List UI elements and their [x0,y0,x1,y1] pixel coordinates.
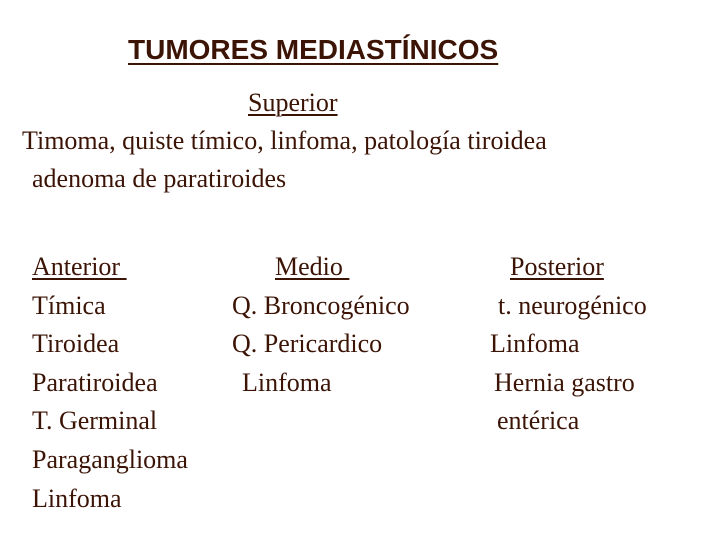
posterior-column [488,248,647,441]
anterior-item: Paratiroidea [32,367,158,397]
medio-heading: Medio [275,252,350,281]
medio-item: Q. Broncogénico [232,290,410,320]
anterior-heading: Anterior [32,252,127,281]
anterior-column [32,248,188,518]
anterior-item: T. Germinal [32,406,158,436]
anterior-item: Tímica [32,290,106,320]
posterior-item: Hernia gastro [494,367,635,397]
superior-heading: Superior [248,88,338,117]
posterior-heading: Posterior [510,252,604,281]
medio-item: Linfoma [242,367,332,397]
superior-line-2: adenoma de paratiroides [32,164,287,193]
posterior-item: entérica [497,406,580,436]
medio-item: Q. Pericardico [232,329,383,359]
posterior-item: t. neurogénico [498,290,647,320]
medio-column [232,248,410,402]
posterior-item: Linfoma [490,329,580,359]
page-title: TUMORES MEDIASTÍNICOS [128,34,499,65]
anterior-item: Tiroidea [32,329,120,359]
anterior-item: Paraganglioma [32,444,188,474]
anterior-item: Linfoma [32,483,122,513]
superior-line-1: Timoma, quiste tímico, linfoma, patología tiroidea [22,126,547,155]
